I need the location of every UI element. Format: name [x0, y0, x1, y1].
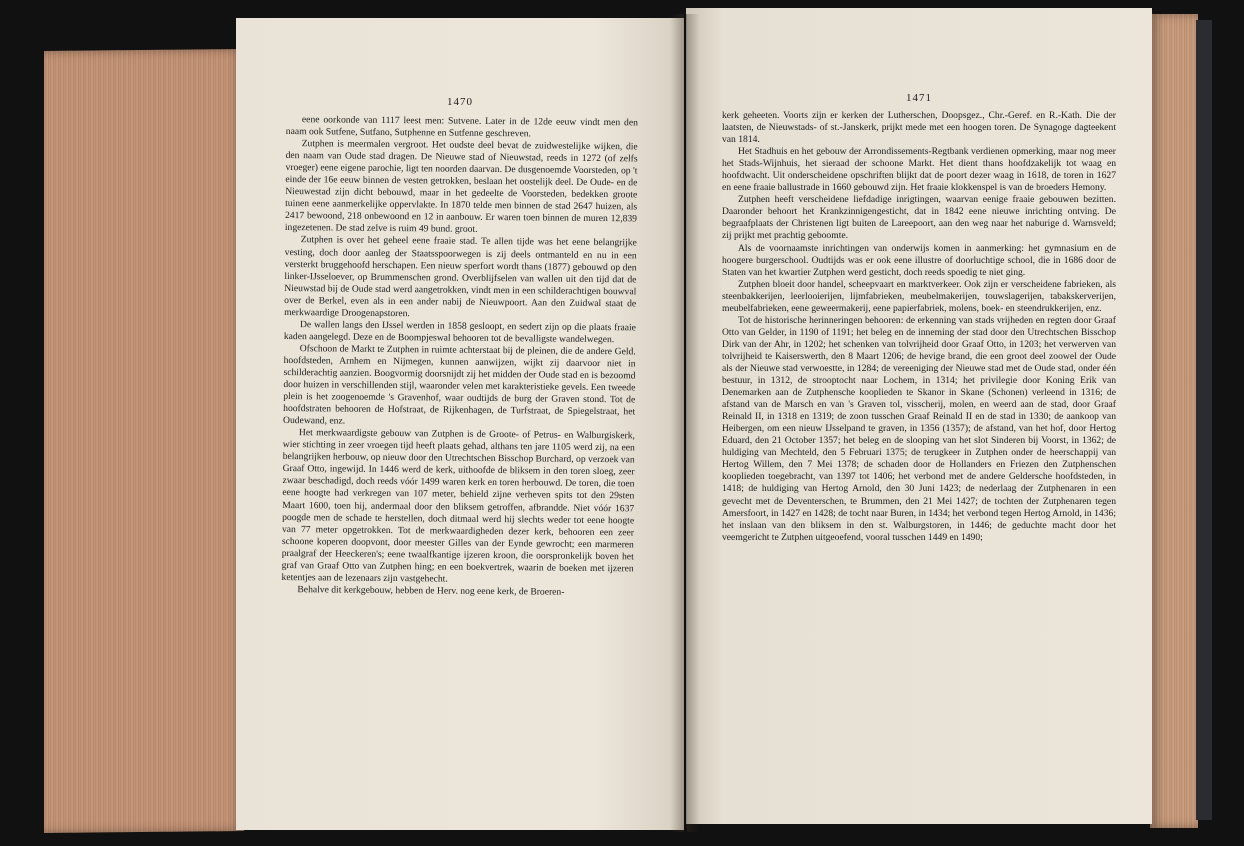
left-paragraph-3: Zutphen is over het geheel eene fraaie stad. Te allen tijde was het eene belangrijke vesting, doch door aanleg der Staatsspoorwegen is zij deels ontmanteld en nu in een versterkt bruggehoofd herschapen. Een nieuw sperfort wordt thans (1877) gebouwd op den linker-IJsseloever, op Brummenschen grond. Overblijfselen van wallen uit den tijd dat de Nieuwstad bij de Oude stad werd aangetrokken, vindt men in een schilderachtigen bouwval over de Berkel, even als in een ander nabij de Nieuwpoort. Aan den Zuidwal staat de merkwaardige Droogenapstoren.	[284, 234, 637, 319]
right-paragraph-2: Het Stadhuis en het gebouw der Arrondissements-Regtbank verdienen opmerking, maar nog meer het Stads-Wijnhuis, het sieraad der schoone Markt. Het dient thans hoofdzakelijk tot waag en hoofdwacht. Uit onderscheidene opschriften blijkt dat de poort dezer waag in 1618, de toren in 1627 en eene fraaie ballustrade in 1660 gebouwd zijn. Het fraaie klokkenspel is van de broeders Hemony.	[722, 146, 1116, 194]
page-stack-right	[1150, 14, 1198, 828]
right-page	[686, 8, 1152, 824]
left-paragraph-2: Zutphen is meermalen vergroot. Het oudste deel bevat de zuidwestelijke wijken, die den naam van Oude stad dragen. De Nieuwe stad of Nieuwstad, reeds in 1272 (of zelfs vroeger) eene eigene parochie, ligt ten noorden daarvan. De dusgenoemde Voorsteden, op 't einde der 16e eeuw binnen de vesten getrokken, beslaan het oostelijk deel. De Oude- en de Nieuwestad zijn dicht bebouwd, maar in het gedeelte de Voorsteden, bedekken groote tuinen eene aanmerkelijke oppervlakte. In 1870 telde men binnen de stad 2647 huizen, als 2417 bewoond, 218 onbewoond en 12 in aanbouw. Er waren toen binnen de muren 12,839 ingezetenen. De stad zelve is ruim 49 bund. groot.	[284, 138, 638, 236]
right-page-text	[722, 110, 1116, 544]
right-paragraph-6: Tot de historische herinneringen behooren: de erkenning van stads vrijheden en regten door Graaf Otto van Gelder, in 1190 of 1191; het beleg en de inneming der stad door den Utrechtschen Bisschop Dirk van der Ahr, in 1202; het schenken van tolvrijheid door Graaf Otto, in 1203; het verwerven van tolvrijheid te Kaiserswerth, den 8 Maart 1206; de hevige brand, die een groot deel zoowel der Oude als der Nieuwe stad verwoestte, in 1284; de vereeniging der Nieuwe stad met de Oude stad, onder één bestuur, in 1312, de strooptocht naar Lochem, in 1314; het privilegie door Koning Erik van Denemarken aan de Zutphensche kooplieden te Skanor in Skane (Schonen) verleend in 1316; de afstand van de Marsch en van 's Graven tol, visscherij, molen, en weerd aan de stad, door Graaf Reinald II, in 1318 en 1319; de zoon tusschen Graaf Reinald II en de stad in 1330; de aankoop van Heibergen, om een nieuw IJsselpand te graven, in 1356 (1357); de afstand, van het hof, door Hertog Eduard, den 21 October 1357; het beleg en de slooping van het slot Sinderen bij Voorst, in 1362; de huldiging van Mechteld, den 5 Februari 1375; de terugkeer in Zutphen onder de heerschappij van Hertog Willem, den 7 Mei 1378; de schaden door de Hollanders en Friezen den Zutphenschen kooplieden toegebracht, van 1397 tot 1406; het verbond met de andere Geldersche hoofdsteden, in 1418; de huldiging van Hertog Arnold, den 30 Juni 1423; de nederlaag der Zutphenaren in een gevecht met de Deventerschen, te Brummen, den 21 Mei 1427; de tochten der Zutphenaren tegen Amersfoort, in 1427 en 1428; de tocht naar Buren, in 1434; het verbond tegen Hertog Arnold, in 1436; het inslaan van den bliksem in den st. Walburgstoren, in 1446; de geduchte macht door het veemgericht te Zutphen uitgeoefend, vooral tusschen 1449 en 1490;	[722, 314, 1116, 543]
left-paragraph-5: Ofschoon de Markt te Zutphen in ruimte achterstaat bij de pleinen, die de andere Geld. hoofdsteden, Arnhem en Nijmegen, kunnen aanwijzen, wijkt zij daarvoor niet in schilderachtig aanzien. Boogvormig doorsnijdt zij het midden der Oude stad en is bezoomd door huizen in verschillenden stijl, waaronder velen met karakteristieke gevels. Een tweede plein is het zoogenoemde 's Gravenhof, waar oudtijds de burg der Graven stond. Tot de hoofdstraten behooren de Hofstraat, de Rijkenhagen, de Turfstraat, de Spiegelstraat, het Oudewand, enz.	[283, 343, 636, 427]
right-paragraph-5: Zutphen bloeit door handel, scheepvaart en marktverkeer. Ook zijn er verscheidene fabrieken, als steenbakkerijen, leerlooierijen, lijmfabrieken, meubelmakerijen, touwslagerijen, tabakskerverijen, meubelfabrieken, eene geweermakerij, eene papierfabriek, molens, boek- en steendrukkerijen, enz.	[722, 278, 1116, 314]
right-paragraph-1: kerk geheeten. Voorts zijn er kerken der Lutherschen, Doopsgez., Chr.-Geref. en R.-Kath. Die der laatsten, de Nieuwstads- of st.-Janskerk, prijkt mede met een hoogen toren. De Synagoge dagteekent van 1814.	[722, 110, 1116, 146]
left-paragraph-4: De wallen langs den IJssel werden in 1858 gesloopt, en sedert zijn op die plaats fraaie kaden aangelegd. Deze en de Boompjeswal behooren tot de bevalligste wandelwegen.	[283, 318, 637, 346]
right-paragraph-4: Als de voornaamste inrichtingen van onderwijs komen in aanmerking: het gymnasium en de hoogere burgerschool. Oudtijds was er ook eene illustre of doorluchtige school, die in 1686 door de Staten van het kwartier Zutphen werd gesticht, doch reeds spoedig te niet ging.	[722, 242, 1116, 278]
left-paragraph-7: Behalve dit kerkgebouw, hebben de Herv. nog eene kerk, de Broeren-	[297, 583, 565, 598]
right-page-number: 1471	[906, 92, 932, 104]
book-cover-edge	[1196, 20, 1212, 820]
left-paragraph-1: eene oorkonde van 1117 leest men: Sutvene. Later in de 12de eeuw vindt men den naam ook Sutfene, Sutfano, Sutphenne en Sutfenne geschreven.	[285, 114, 638, 140]
page-stack-left	[44, 49, 244, 833]
left-page	[236, 18, 684, 830]
left-page-number: 1470	[447, 96, 473, 108]
right-paragraph-3: Zutphen heeft verscheidene liefdadige inrigtingen, waarvan eenige fraaie gebouwen bezitten. Daaronder behoort het Krankzinnigengesticht, dat in 1842 eene nieuwe inrichting ontving. De begraafplaats der Christenen ligt buiten de Lareepoort, aan den weg naar het naburige d. Warnsveld; zij prijkt met prachtig geboomte.	[722, 194, 1116, 242]
book-gutter	[670, 14, 700, 832]
left-paragraph-6: Het merkwaardigste gebouw van Zutphen is de Groote- of Petrus- en Walburgiskerk, wier stichting in zeer vroegen tijd heeft plaats gehad, althans ten jare 1105 werd zij, na een belangrijken herbouw, op nieuw door den Utrechtschen Bisschop Burchard, op verzoek van Graaf Otto, ingewijd. In 1446 werd de kerk, uithoofde de bliksem in den toren sloeg, zeer zwaar beschadigd, doch reeds vóór 1499 waren kerk en toren herbouwd. De toren, die toen eene hoogte had verkregen van 107 meter, behield zijne verheven spits tot den 29sten Maart 1600, toen hij, andermaal door den bliksem getroffen, afbrandde. Niet vóór 1637 poogde men de schade te herstellen, doch ditmaal werd hij slechts weder tot eene hoogte van 77 meter opgetrokken. Tot de merkwaardigheden dezer kerk, behooren een zeer schoone koperen doopvont, door meester Gilles van der Eynde gewrocht; een marmeren praalgraf der Heeckeren's; eene twaalfkantige ijzeren kroon, die oorspronkelijk boven het graf van Graaf Otto van Zutphen hing; en een boekvertrek, waarin de boeken met ijzeren ketentjes aan de lezenaars zijn vastgehecht.	[281, 427, 635, 585]
left-page-text	[281, 114, 638, 599]
